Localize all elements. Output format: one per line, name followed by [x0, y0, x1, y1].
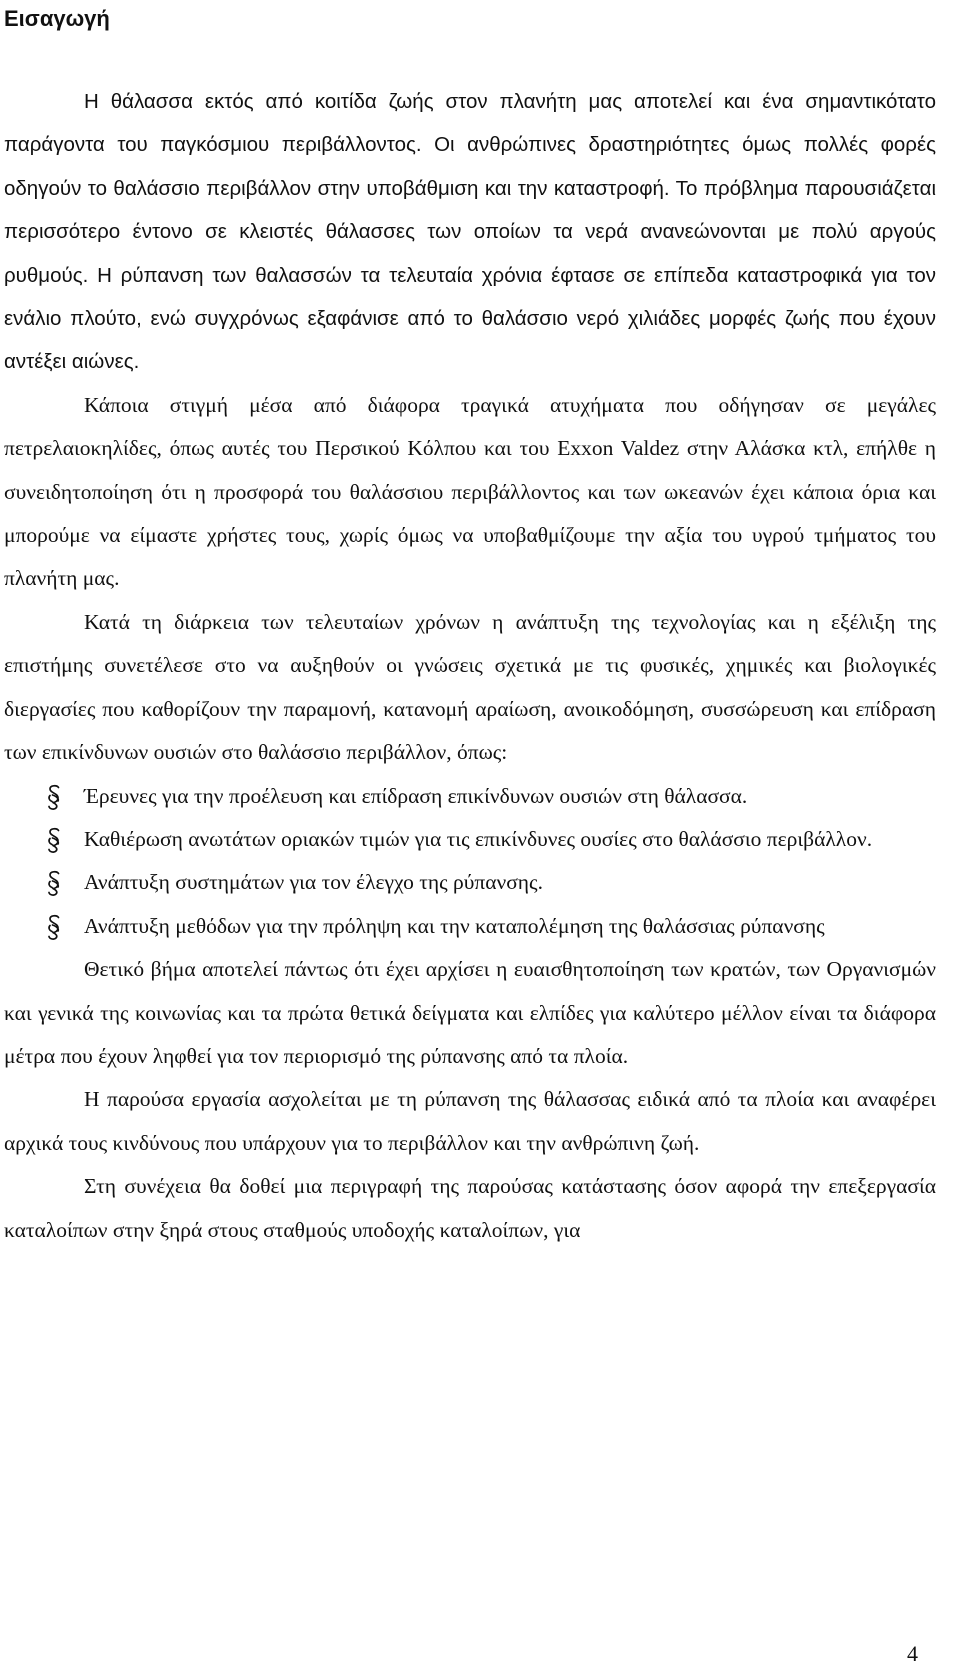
section-heading: Εισαγωγή: [4, 6, 110, 31]
paragraph-scope: Η παρούσα εργασία ασχολείται με τη ρύπανση της θάλασσας ειδικά από τα πλοία και αναφέρει αρχικά τους κινδύνους που υπάρχουν για το περιβάλλον και την ανθρώπινη ζωή.: [4, 1087, 936, 1155]
list-item-text: Ανάπτυξη μεθόδων για την πρόληψη και την καταπολέμηση της θαλάσσιας ρύπανσης: [84, 913, 825, 938]
page-number: 4: [907, 1641, 918, 1666]
paragraph-positive-step: Θετικό βήμα αποτελεί πάντως ότι έχει αρχίσει η ευαισθητοποίηση των κρατών, των Οργανισμών και γενικά της κοινωνίας και τα πρώτα θετικά δείγματα και ελπίδες για καλύτερο μέλλον είναι τα διάφορα μέτρα που έχουν ληφθεί για τον περιορισμό της ρύπανσης από τα πλοία.: [4, 957, 936, 1068]
list-item: [4, 775, 936, 818]
document-page: [4, 0, 936, 1252]
list-item-text: Έρευνες για την προέλευση και επίδραση επικίνδυνων ουσιών στη θάλασσα.: [84, 783, 748, 808]
paragraph-continuation: Στη συνέχεια θα δοθεί μια περιγραφή της παρούσας κατάστασης όσον αφορά την επεξεργασία καταλοίπων στην ξηρά στους σταθμούς υποδοχής καταλοίπων, για: [4, 1174, 936, 1242]
paragraph-intro: Η θάλασσα εκτός από κοιτίδα ζωής στον πλανήτη μας αποτελεί και ένα σημαντικότατο παράγοντα του παγκόσμιου περιβάλλοντος. Οι ανθρώπινες δραστηριότητες όμως πολλές φορές οδηγούν το θαλάσσιο περιβάλλον στην υποβάθμιση και την καταστροφή. Το πρόβλημα παρουσιάζεται περισσότερο έντονο σε κλειστές θάλασσες των οποίων τα νερά ανανεώνονται με πολύ αργούς ρυθμούς. Η ρύπανση των θαλασσών τα τελευταία χρόνια έφτασε σε επίπεδα καταστροφικά για τον ενάλιο πλούτο, ενώ συγχρόνως εξαφάνισε από το θαλάσσιο νερό χιλιάδες μορφές ζωής που έχουν αντέξει αιώνες.: [4, 90, 936, 374]
section-sign-bullet-icon: [44, 783, 64, 811]
section-sign-bullet-icon: [44, 826, 64, 854]
paragraph-oil-spills: Κάποια στιγμή μέσα από διάφορα τραγικά ατυχήματα που οδήγησαν σε μεγάλες πετρελαιοκηλίδες, όπως αυτές του Περσικού Κόλπου και του Exxon Valdez στην Αλάσκα κτλ, επήλθε η συνειδητοποίηση ότι η προσφορά του θαλάσσιου περιβάλλοντος και των ωκεανών έχει κάποια όρια και μπορούμε να είμαστε χρήστες τους, χωρίς όμως να υποβαθμίζουμε την αξία του υγρού τμήματος του πλανήτη μας.: [4, 392, 936, 591]
body-text: [4, 80, 936, 1252]
list-item: [4, 861, 936, 904]
section-sign-bullet-icon: [44, 913, 64, 941]
list-item: [4, 818, 936, 861]
paragraph-technology: Κατά τη διάρκεια των τελευταίων χρόνων η ανάπτυξη της τεχνολογίας και η εξέλιξη της επιστήμης συνετέλεσε στο να αυξηθούν οι γνώσεις σχετικά με τις φυσικές, χημικές και βιολογικές διεργασίες που καθορίζουν την παραμονή, κατανομή αραίωση, ανοικοδόμηση, συσσώρευση και επίδραση των επικίνδυνων ουσιών στο θαλάσσιο περιβάλλον, όπως:: [4, 609, 936, 765]
section-sign-bullet-icon: [44, 869, 64, 897]
list-item: [4, 905, 936, 948]
list-item-text: Ανάπτυξη συστημάτων για τον έλεγχο της ρύπανσης.: [84, 870, 543, 895]
bullet-list: [4, 775, 936, 949]
list-item-text: Καθιέρωση ανωτάτων οριακών τιμών για τις επικίνδυνες ουσίες στο θαλάσσιο περιβάλλον.: [84, 826, 873, 851]
